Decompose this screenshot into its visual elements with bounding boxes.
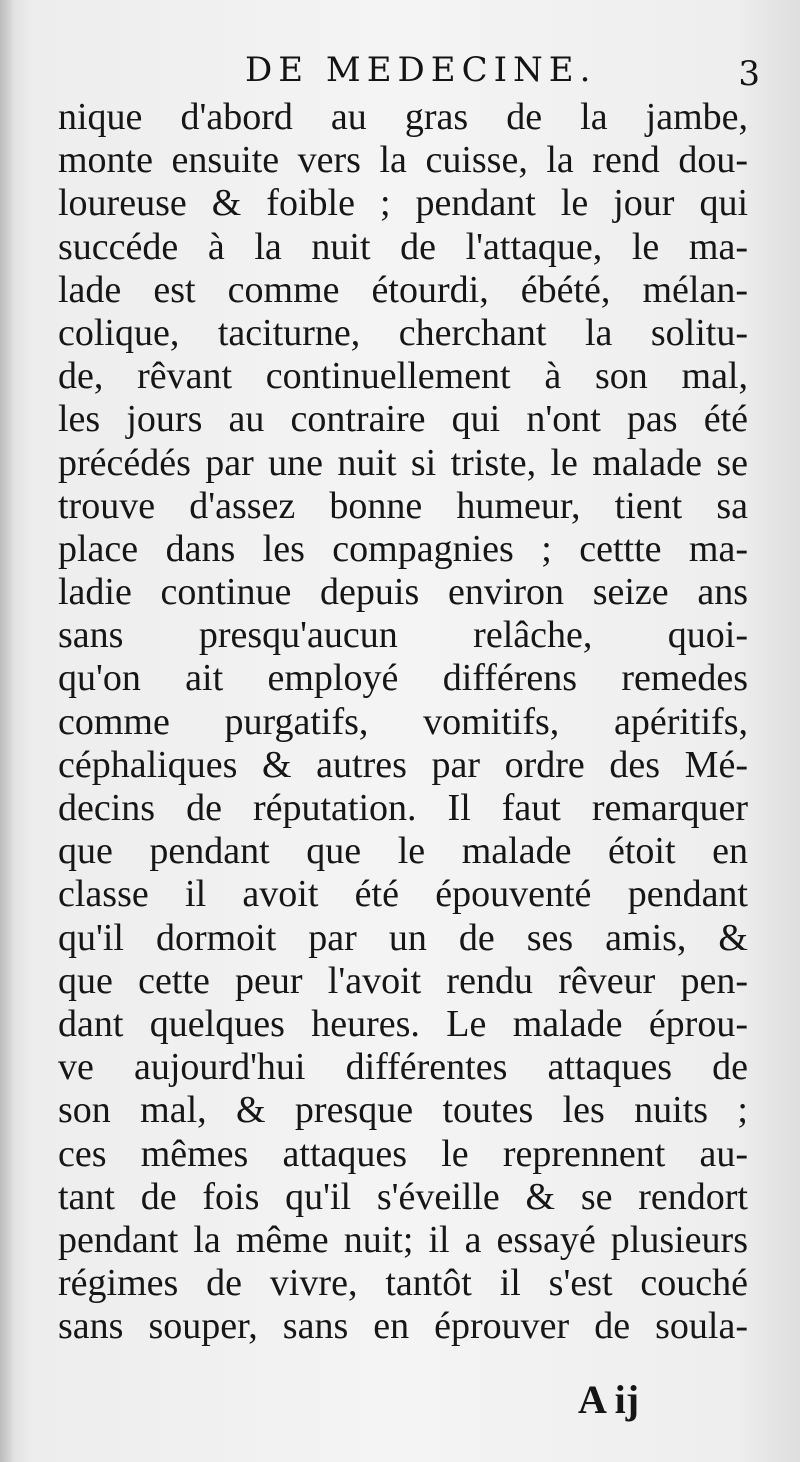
text-line: que pendant que le malade étoit en [58,830,748,873]
page-gutter-shadow [0,0,14,1462]
body-text [58,96,748,1348]
text-line: classe il avoit été épouventé pendant [58,873,748,916]
text-line: pendant la même nuit; il a essayé plusieurs [58,1218,748,1261]
text-line: ces mêmes attaques le reprennent au- [58,1132,748,1175]
text-line: sans souper, sans en éprouver de soula- [58,1305,748,1348]
text-line: colique, taciturne, cherchant la solitu- [58,311,748,354]
text-line: nique d'abord au gras de la jambe, [58,96,748,138]
text-line: qu'on ait employé différens remedes [58,657,748,700]
text-line: les jours au contraire qui n'ont pas été [58,398,748,441]
text-line: ve aujourd'hui différentes attaques de [58,1046,748,1089]
text-line: tant de fois qu'il s'éveille & se rendort [58,1175,748,1218]
text-line: trouve d'assez bonne humeur, tient sa [58,484,748,527]
text-line: comme purgatifs, vomitifs, apéritifs, [58,700,748,743]
text-line: précédés par une nuit si triste, le malade se [58,441,748,484]
text-line: ladie continue depuis environ seize ans [58,571,748,614]
text-line: céphaliques & autres par ordre des Mé- [58,743,748,786]
text-line: monte ensuite vers la cuisse, la rend dou- [58,139,748,182]
text-line: loureuse & foible ; pendant le jour qui [58,182,748,225]
text-line: succéde à la nuit de l'attaque, le ma- [58,225,748,268]
text-line: sans presqu'aucun relâche, quoi- [58,614,748,657]
text-line: dant quelques heures. Le malade éprou- [58,1002,748,1045]
text-line: que cette peur l'avoit rendu rêveur pen- [58,959,748,1002]
running-title: DE MEDECINE. [245,50,597,90]
text-line: régimes de vivre, tantôt il s'est couché [58,1262,748,1305]
text-line: qu'il dormoit par un de ses amis, & [58,916,748,959]
text-line: decins de réputation. Il faut remarquer [58,787,748,829]
page-number: 3 [738,54,760,94]
page-header [60,50,760,100]
text-line: lade est comme étourdi, ébété, mélan- [58,268,748,311]
text-line: place dans les compagnies ; cettte ma- [58,527,748,570]
text-line: de, rêvant continuellement à son mal, [58,355,748,398]
text-line: son mal, & presque toutes les nuits ; [58,1089,748,1132]
signature-mark: A ij [578,1377,640,1422]
